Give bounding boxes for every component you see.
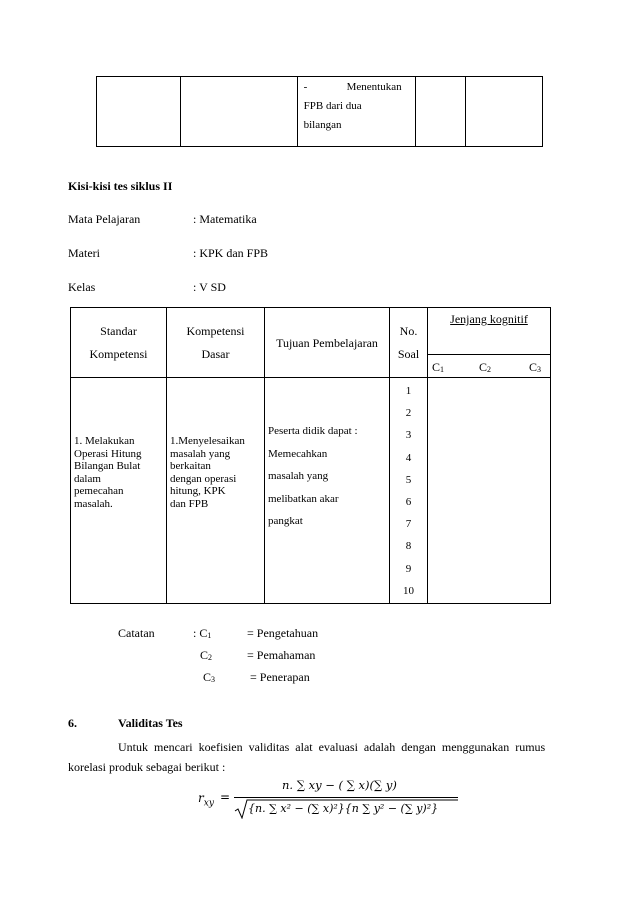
header-nosoal-2: Soal — [397, 347, 420, 361]
cell-nomor-soal: 1 2 3 4 5 6 7 8 9 10 — [403, 385, 414, 597]
info-label-kelas: Kelas — [68, 280, 96, 294]
formula-denominator: {n. ∑ x² − (∑ x)²}{n ∑ y² − (∑ y)²} — [248, 802, 439, 815]
formula-numerator: n. ∑ xy − ( ∑ x)(∑ y) — [282, 778, 397, 792]
header-c2: C2 — [479, 360, 492, 374]
catatan-c2: C2 — [200, 648, 213, 662]
section-title: Kisi-kisi tes siklus II — [68, 179, 173, 193]
header-tujuan: Tujuan Pembelajaran — [276, 336, 378, 350]
info-value-materi: : KPK dan FPB — [193, 246, 269, 260]
info-label-materi: Materi — [68, 246, 100, 260]
formula-eq: = — [220, 790, 231, 804]
top-cell-1 — [97, 77, 181, 147]
cell-standar: 1. Melakukan Operasi Hitung Bilangan Bulat dalam pemecahan masalah. — [74, 435, 142, 510]
catatan-c2-desc: = Pemahaman — [247, 648, 316, 662]
cell-kompetensi: 1.Menyelesaikan masalah yang berkaitan dengan operasi hitung, KPK dan FPB — [170, 435, 245, 510]
section6-title: Validitas Tes — [118, 716, 183, 730]
top-word: Menentukan — [346, 81, 402, 93]
top-table — [96, 76, 543, 147]
formula-lhs: $r_{xy}$ — [198, 791, 214, 809]
info-value-kelas: : V SD — [193, 280, 226, 294]
top-line2: FPB dari dua — [303, 100, 362, 112]
catatan-c3-desc: = Penerapan — [250, 670, 310, 684]
catatan-c1-desc: = Pengetahuan — [247, 626, 319, 640]
section6-para-2: korelasi produk sebagai berikut : — [68, 760, 226, 774]
header-nosoal-1: No. — [399, 324, 418, 338]
fraction-bar — [234, 797, 458, 798]
header-c1: C1 — [432, 360, 445, 374]
header-standar-2: Kompetensi — [89, 347, 148, 361]
correlation-formula — [198, 778, 460, 820]
top-cell-2 — [181, 77, 297, 147]
header-standar-1: Standar — [100, 324, 137, 338]
top-line3: bilangan — [303, 119, 342, 131]
header-c3: C3 — [529, 360, 542, 374]
catatan-c3: C3 — [203, 670, 216, 684]
header-jenjang: Jenjang kognitif — [450, 312, 528, 326]
catatan-label: Catatan — [118, 626, 155, 640]
header-kompetensi-1: Kompetensi — [186, 324, 245, 338]
catatan-c1: : C1 — [193, 626, 212, 640]
top-cell-5 — [466, 77, 543, 147]
top-cell-3 — [297, 77, 415, 147]
section6-para-1: Untuk mencari koefisien validitas alat evaluasi adalah dengan menggunakan rumus — [118, 740, 546, 754]
top-cell-4 — [415, 77, 466, 147]
info-value-mapel: : Matematika — [193, 212, 257, 226]
kisi-kisi-table — [70, 307, 551, 604]
section6-number: 6. — [68, 716, 77, 730]
top-dash: - — [303, 81, 308, 93]
header-kompetensi-2: Dasar — [201, 347, 230, 361]
cell-tujuan: Peserta didik dapat : Memecahkan masalah yang melibatkan akar pangkat — [268, 425, 358, 527]
info-label-mapel: Mata Pelajaran — [68, 212, 141, 226]
